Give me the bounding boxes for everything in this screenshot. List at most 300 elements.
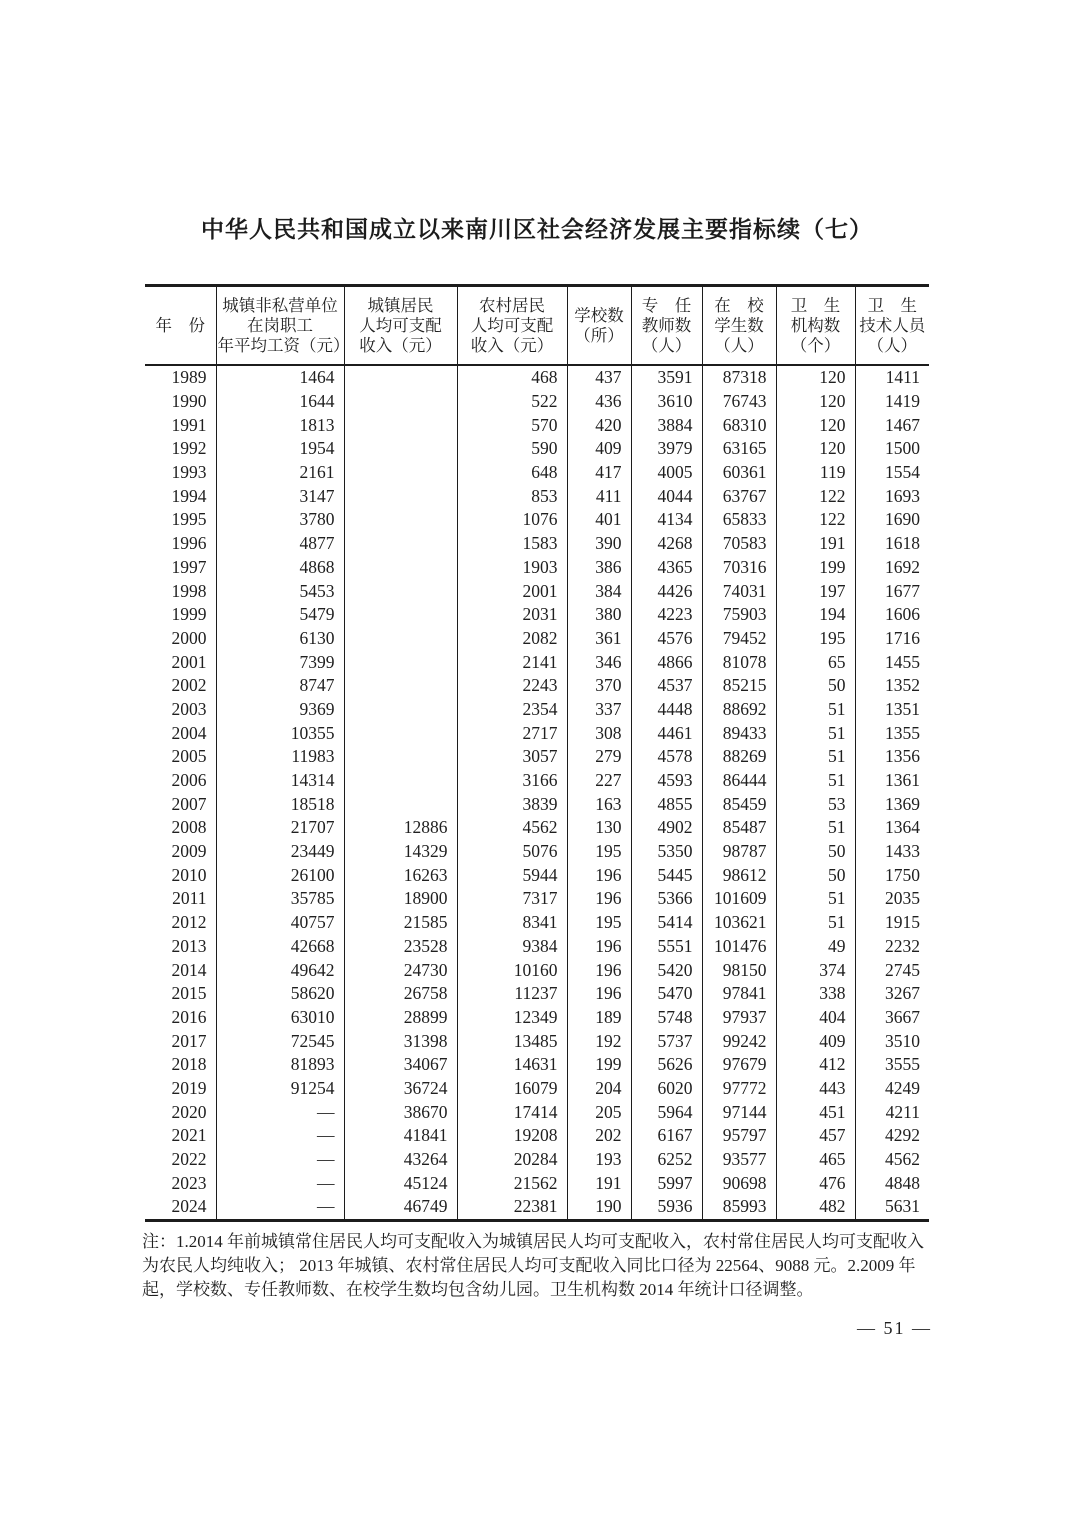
year-cell: 2020: [145, 1100, 216, 1124]
value-cell: 648: [457, 461, 567, 485]
column-header-line: 人均可支配: [470, 315, 554, 335]
table-row: [145, 461, 929, 485]
value-cell: 1813: [216, 413, 344, 437]
footnote-line: 注：1.2014 年前城镇常住居民人均可支配收入为城镇居民人均可支配收入，农村常住居民人均可支配收入: [142, 1231, 924, 1251]
table-row: [145, 958, 929, 982]
table-row: [145, 698, 929, 722]
column-header-line: 卫 生: [790, 295, 841, 315]
value-cell: 5076: [457, 840, 567, 864]
value-cell: 346: [567, 650, 631, 674]
table-header-row: [145, 286, 929, 366]
year-cell: 1995: [145, 508, 216, 532]
column-header-line: 机构数: [790, 315, 841, 335]
value-cell: [344, 627, 457, 651]
value-cell: [344, 650, 457, 674]
year-cell: 1991: [145, 413, 216, 437]
value-cell: 9384: [457, 935, 567, 959]
value-cell: 97841: [702, 982, 776, 1006]
value-cell: 3884: [631, 413, 702, 437]
value-cell: 4562: [885, 1149, 920, 1170]
value-cell: 1361: [885, 770, 920, 791]
value-cell: 3267: [885, 983, 920, 1004]
value-cell: 420: [567, 413, 631, 437]
value-cell: 3166: [457, 769, 567, 793]
value-cell: 436: [567, 390, 631, 414]
table-row: [145, 1148, 929, 1172]
value-cell: 4576: [631, 627, 702, 651]
value-cell: 1364: [885, 817, 920, 838]
value-cell: 97772: [702, 1077, 776, 1101]
value-cell: 279: [567, 745, 631, 769]
value-cell: 60361: [702, 461, 776, 485]
value-cell: 97937: [702, 1006, 776, 1030]
year-cell: 2024: [145, 1195, 216, 1220]
value-cell: 5944: [457, 863, 567, 887]
year-cell: 2011: [145, 887, 216, 911]
value-cell: 5631: [885, 1196, 920, 1217]
year-cell: 1998: [145, 579, 216, 603]
value-cell: 14314: [216, 769, 344, 793]
value-cell: 12886: [344, 816, 457, 840]
table-row: [145, 650, 929, 674]
value-cell: 4249: [885, 1077, 920, 1098]
value-cell: 5748: [631, 1006, 702, 1030]
table-row: [145, 390, 929, 414]
value-cell: [344, 674, 457, 698]
value-cell: 5936: [631, 1195, 702, 1220]
value-cell: 70583: [702, 532, 776, 556]
value-cell: 63010: [216, 1006, 344, 1030]
value-cell: 417: [567, 461, 631, 485]
column-header-line: （人）: [867, 335, 917, 355]
value-cell: 28899: [344, 1006, 457, 1030]
value-cell: 10355: [216, 721, 344, 745]
value-cell: —: [216, 1171, 344, 1195]
value-cell: 191: [567, 1171, 631, 1195]
year-cell: 2018: [145, 1053, 216, 1077]
year-cell: 2007: [145, 792, 216, 816]
value-cell: 384: [567, 579, 631, 603]
value-cell: 1554: [885, 462, 920, 483]
value-cell: [344, 413, 457, 437]
value-cell: —: [216, 1100, 344, 1124]
year-cell: 2017: [145, 1029, 216, 1053]
value-cell: 58620: [216, 982, 344, 1006]
column-header-line: 技术人员: [859, 315, 926, 335]
year-cell: 2003: [145, 698, 216, 722]
value-cell: 3147: [216, 484, 344, 508]
value-cell: 38670: [344, 1100, 457, 1124]
value-cell: 22381: [457, 1195, 567, 1220]
value-cell: 51: [776, 698, 855, 722]
value-cell: 3555: [885, 1054, 920, 1075]
value-cell: 5626: [631, 1053, 702, 1077]
value-cell: 204: [567, 1077, 631, 1101]
value-cell: 11237: [457, 982, 567, 1006]
value-cell: 386: [567, 556, 631, 580]
value-cell: 26100: [216, 863, 344, 887]
value-cell: 8341: [457, 911, 567, 935]
value-cell: 18518: [216, 792, 344, 816]
value-cell: 2082: [457, 627, 567, 651]
value-cell: 1583: [457, 532, 567, 556]
value-cell: 1693: [885, 485, 920, 506]
column-header-line: 学生数: [714, 315, 764, 335]
value-cell: 23449: [216, 840, 344, 864]
value-cell: 4855: [631, 792, 702, 816]
table-row: [145, 413, 929, 437]
value-cell: 10160: [457, 958, 567, 982]
value-cell: 93577: [702, 1148, 776, 1172]
table-row: [145, 627, 929, 651]
value-cell: 482: [776, 1195, 855, 1220]
value-cell: 63165: [702, 437, 776, 461]
value-cell: 70316: [702, 556, 776, 580]
value-cell: 3839: [457, 792, 567, 816]
value-cell: 1369: [885, 793, 920, 814]
value-cell: 50: [776, 674, 855, 698]
value-cell: 361: [567, 627, 631, 651]
value-cell: 374: [776, 958, 855, 982]
value-cell: 4292: [885, 1125, 920, 1146]
year-cell: 1999: [145, 603, 216, 627]
value-cell: 4223: [631, 603, 702, 627]
value-cell: 3979: [631, 437, 702, 461]
value-cell: 16263: [344, 863, 457, 887]
column-header-line: 人均可支配: [359, 315, 442, 335]
value-cell: [344, 556, 457, 580]
value-cell: 17414: [457, 1100, 567, 1124]
value-cell: 190: [567, 1195, 631, 1220]
value-cell: 4848: [885, 1172, 920, 1193]
table-row: [145, 365, 929, 390]
value-cell: 443: [776, 1077, 855, 1101]
value-cell: 195: [567, 911, 631, 935]
year-cell: 2012: [145, 911, 216, 935]
value-cell: 4268: [631, 532, 702, 556]
value-cell: 4134: [631, 508, 702, 532]
value-cell: 13485: [457, 1029, 567, 1053]
value-cell: [344, 745, 457, 769]
value-cell: 4005: [631, 461, 702, 485]
year-cell: 2010: [145, 863, 216, 887]
column-header-urban-nonprivate-avg-wage: [216, 286, 350, 366]
value-cell: [344, 365, 457, 390]
table-row: [145, 935, 929, 959]
year-cell: 1989: [145, 365, 216, 390]
value-cell: 570: [457, 413, 567, 437]
table-row: [145, 484, 929, 508]
value-cell: 2161: [216, 461, 344, 485]
value-cell: 21562: [457, 1171, 567, 1195]
value-cell: 95797: [702, 1124, 776, 1148]
year-cell: 2008: [145, 816, 216, 840]
value-cell: 404: [776, 1006, 855, 1030]
value-cell: 5551: [631, 935, 702, 959]
value-cell: 91254: [216, 1077, 344, 1101]
value-cell: 51: [776, 887, 855, 911]
value-cell: 122: [776, 508, 855, 532]
value-cell: 1076: [457, 508, 567, 532]
value-cell: 5445: [631, 863, 702, 887]
value-cell: 3057: [457, 745, 567, 769]
year-cell: 2016: [145, 1006, 216, 1030]
value-cell: 75903: [702, 603, 776, 627]
value-cell: 99242: [702, 1029, 776, 1053]
statistics-table: [145, 284, 929, 1222]
value-cell: 120: [776, 437, 855, 461]
value-cell: 163: [567, 792, 631, 816]
footnote-line: 为农民人均纯收入； 2013 年城镇、农村常住居民人均可支配收入同比口径为 22564、9088 元。2.2009 年: [142, 1256, 916, 1276]
value-cell: [344, 532, 457, 556]
value-cell: 98787: [702, 840, 776, 864]
value-cell: 49: [776, 935, 855, 959]
year-cell: 2019: [145, 1077, 216, 1101]
value-cell: 5420: [631, 958, 702, 982]
year-cell: 1993: [145, 461, 216, 485]
column-header-line: 专 任: [641, 295, 692, 315]
value-cell: 81893: [216, 1053, 344, 1077]
value-cell: 90698: [702, 1171, 776, 1195]
column-header-schools: [567, 286, 631, 366]
value-cell: 45124: [344, 1171, 457, 1195]
table-row: [145, 887, 929, 911]
value-cell: 4902: [631, 816, 702, 840]
value-cell: 465: [776, 1148, 855, 1172]
table-row: [145, 863, 929, 887]
table-row: [145, 1077, 929, 1101]
column-header-line: 农村居民: [479, 295, 545, 315]
value-cell: 85993: [702, 1195, 776, 1220]
value-cell: 6130: [216, 627, 344, 651]
value-cell: 1419: [885, 391, 920, 412]
value-cell: 1411: [885, 367, 920, 388]
value-cell: 3510: [885, 1030, 920, 1051]
value-cell: 380: [567, 603, 631, 627]
value-cell: 4578: [631, 745, 702, 769]
value-cell: 2717: [457, 721, 567, 745]
value-cell: 16079: [457, 1077, 567, 1101]
footnote-line: 起，学校数、专任教师数、在校学生数均包含幼儿园。卫生机构数 2014 年统计口径调整。: [142, 1280, 814, 1300]
value-cell: 1750: [885, 864, 920, 885]
value-cell: 14631: [457, 1053, 567, 1077]
column-header-line: （人）: [641, 335, 692, 355]
value-cell: 2001: [457, 579, 567, 603]
value-cell: 1356: [885, 746, 920, 767]
value-cell: 409: [776, 1029, 855, 1053]
table-row: [145, 840, 929, 864]
value-cell: [344, 698, 457, 722]
value-cell: 3667: [885, 1006, 920, 1027]
value-cell: 51: [776, 911, 855, 935]
value-cell: 101476: [702, 935, 776, 959]
table-row: [145, 603, 929, 627]
value-cell: 5479: [216, 603, 344, 627]
year-cell: 2001: [145, 650, 216, 674]
value-cell: 36724: [344, 1077, 457, 1101]
value-cell: 68310: [702, 413, 776, 437]
value-cell: 5414: [631, 911, 702, 935]
value-cell: 51: [776, 745, 855, 769]
value-cell: 122: [776, 484, 855, 508]
value-cell: 101609: [702, 887, 776, 911]
value-cell: 50: [776, 863, 855, 887]
value-cell: 88692: [702, 698, 776, 722]
value-cell: 1692: [885, 556, 920, 577]
value-cell: 4868: [216, 556, 344, 580]
table-row: [145, 579, 929, 603]
column-header-line: （人）: [714, 335, 764, 355]
value-cell: 476: [776, 1171, 855, 1195]
value-cell: 4211: [885, 1101, 920, 1122]
table-row: [145, 792, 929, 816]
column-header-health-technicians: [855, 286, 929, 366]
value-cell: 88269: [702, 745, 776, 769]
column-header-line: 年 份: [155, 315, 205, 335]
table-row: [145, 1171, 929, 1195]
value-cell: [344, 390, 457, 414]
value-cell: 195: [776, 627, 855, 651]
year-cell: 2005: [145, 745, 216, 769]
column-header-health-institutions: [776, 286, 855, 366]
value-cell: 195: [567, 840, 631, 864]
value-cell: 1433: [885, 841, 920, 862]
value-cell: 1618: [885, 533, 920, 554]
value-cell: 411: [567, 484, 631, 508]
value-cell: [344, 721, 457, 745]
value-cell: 34067: [344, 1053, 457, 1077]
value-cell: 197: [776, 579, 855, 603]
value-cell: 5997: [631, 1171, 702, 1195]
value-cell: 85459: [702, 792, 776, 816]
value-cell: 1954: [216, 437, 344, 461]
value-cell: 337: [567, 698, 631, 722]
value-cell: 2141: [457, 650, 567, 674]
value-cell: 51: [776, 769, 855, 793]
column-header-urban-disposable-income: [344, 286, 457, 366]
value-cell: 21585: [344, 911, 457, 935]
value-cell: 202: [567, 1124, 631, 1148]
value-cell: 5453: [216, 579, 344, 603]
value-cell: 130: [567, 816, 631, 840]
value-cell: 7399: [216, 650, 344, 674]
table-row: [145, 437, 929, 461]
table-body: [145, 365, 929, 1220]
value-cell: [344, 603, 457, 627]
table-row: [145, 556, 929, 580]
table-row: [145, 1053, 929, 1077]
value-cell: 43264: [344, 1148, 457, 1172]
value-cell: 8747: [216, 674, 344, 698]
value-cell: 6252: [631, 1148, 702, 1172]
value-cell: 26758: [344, 982, 457, 1006]
value-cell: 4448: [631, 698, 702, 722]
value-cell: 3610: [631, 390, 702, 414]
year-cell: 2022: [145, 1148, 216, 1172]
value-cell: 1467: [885, 414, 920, 435]
value-cell: 74031: [702, 579, 776, 603]
value-cell: 199: [567, 1053, 631, 1077]
value-cell: 196: [567, 887, 631, 911]
value-cell: 5366: [631, 887, 702, 911]
value-cell: 853: [457, 484, 567, 508]
table-row: [145, 1195, 929, 1220]
value-cell: 41841: [344, 1124, 457, 1148]
page-number: — 51 —: [857, 1317, 932, 1338]
column-header-line: 在 校: [714, 295, 764, 315]
value-cell: 72545: [216, 1029, 344, 1053]
value-cell: 5737: [631, 1029, 702, 1053]
value-cell: 468: [457, 365, 567, 390]
column-header-rural-disposable-income: [457, 286, 567, 366]
year-cell: 1990: [145, 390, 216, 414]
value-cell: 42668: [216, 935, 344, 959]
value-cell: 4365: [631, 556, 702, 580]
column-header-line: 年平均工资（元）: [217, 335, 350, 355]
year-cell: 2015: [145, 982, 216, 1006]
value-cell: 390: [567, 532, 631, 556]
column-header-line: 收入（元）: [470, 335, 554, 355]
value-cell: 6020: [631, 1077, 702, 1101]
value-cell: 192: [567, 1029, 631, 1053]
year-cell: 1994: [145, 484, 216, 508]
year-cell: 2014: [145, 958, 216, 982]
value-cell: 97679: [702, 1053, 776, 1077]
value-cell: [344, 792, 457, 816]
value-cell: —: [216, 1195, 344, 1220]
value-cell: 46749: [344, 1195, 457, 1220]
column-header-line: 卫 生: [867, 295, 917, 315]
table-row: [145, 911, 929, 935]
year-cell: 2023: [145, 1171, 216, 1195]
value-cell: 2243: [457, 674, 567, 698]
value-cell: 35785: [216, 887, 344, 911]
value-cell: 98612: [702, 863, 776, 887]
value-cell: 20284: [457, 1148, 567, 1172]
table-row: [145, 508, 929, 532]
value-cell: 1455: [885, 651, 920, 672]
value-cell: 1915: [885, 912, 920, 933]
value-cell: 2354: [457, 698, 567, 722]
table-row: [145, 1100, 929, 1124]
value-cell: 189: [567, 1006, 631, 1030]
column-header-line: 学校数: [574, 305, 624, 325]
value-cell: 5350: [631, 840, 702, 864]
value-cell: 191: [776, 532, 855, 556]
value-cell: 4044: [631, 484, 702, 508]
value-cell: 31398: [344, 1029, 457, 1053]
value-cell: 87318: [702, 365, 776, 390]
value-cell: 308: [567, 721, 631, 745]
value-cell: 18900: [344, 887, 457, 911]
table-row: [145, 1124, 929, 1148]
value-cell: 196: [567, 982, 631, 1006]
value-cell: 21707: [216, 816, 344, 840]
value-cell: 2745: [885, 959, 920, 980]
column-header-enrolled-students: [702, 286, 776, 366]
value-cell: 1464: [216, 365, 344, 390]
value-cell: 14329: [344, 840, 457, 864]
value-cell: 49642: [216, 958, 344, 982]
column-header-line: 收入（元）: [359, 335, 442, 355]
value-cell: 4461: [631, 721, 702, 745]
value-cell: 4426: [631, 579, 702, 603]
value-cell: 193: [567, 1148, 631, 1172]
value-cell: 1500: [885, 438, 920, 459]
value-cell: 194: [776, 603, 855, 627]
column-header-line: （个）: [790, 335, 841, 355]
value-cell: 451: [776, 1100, 855, 1124]
